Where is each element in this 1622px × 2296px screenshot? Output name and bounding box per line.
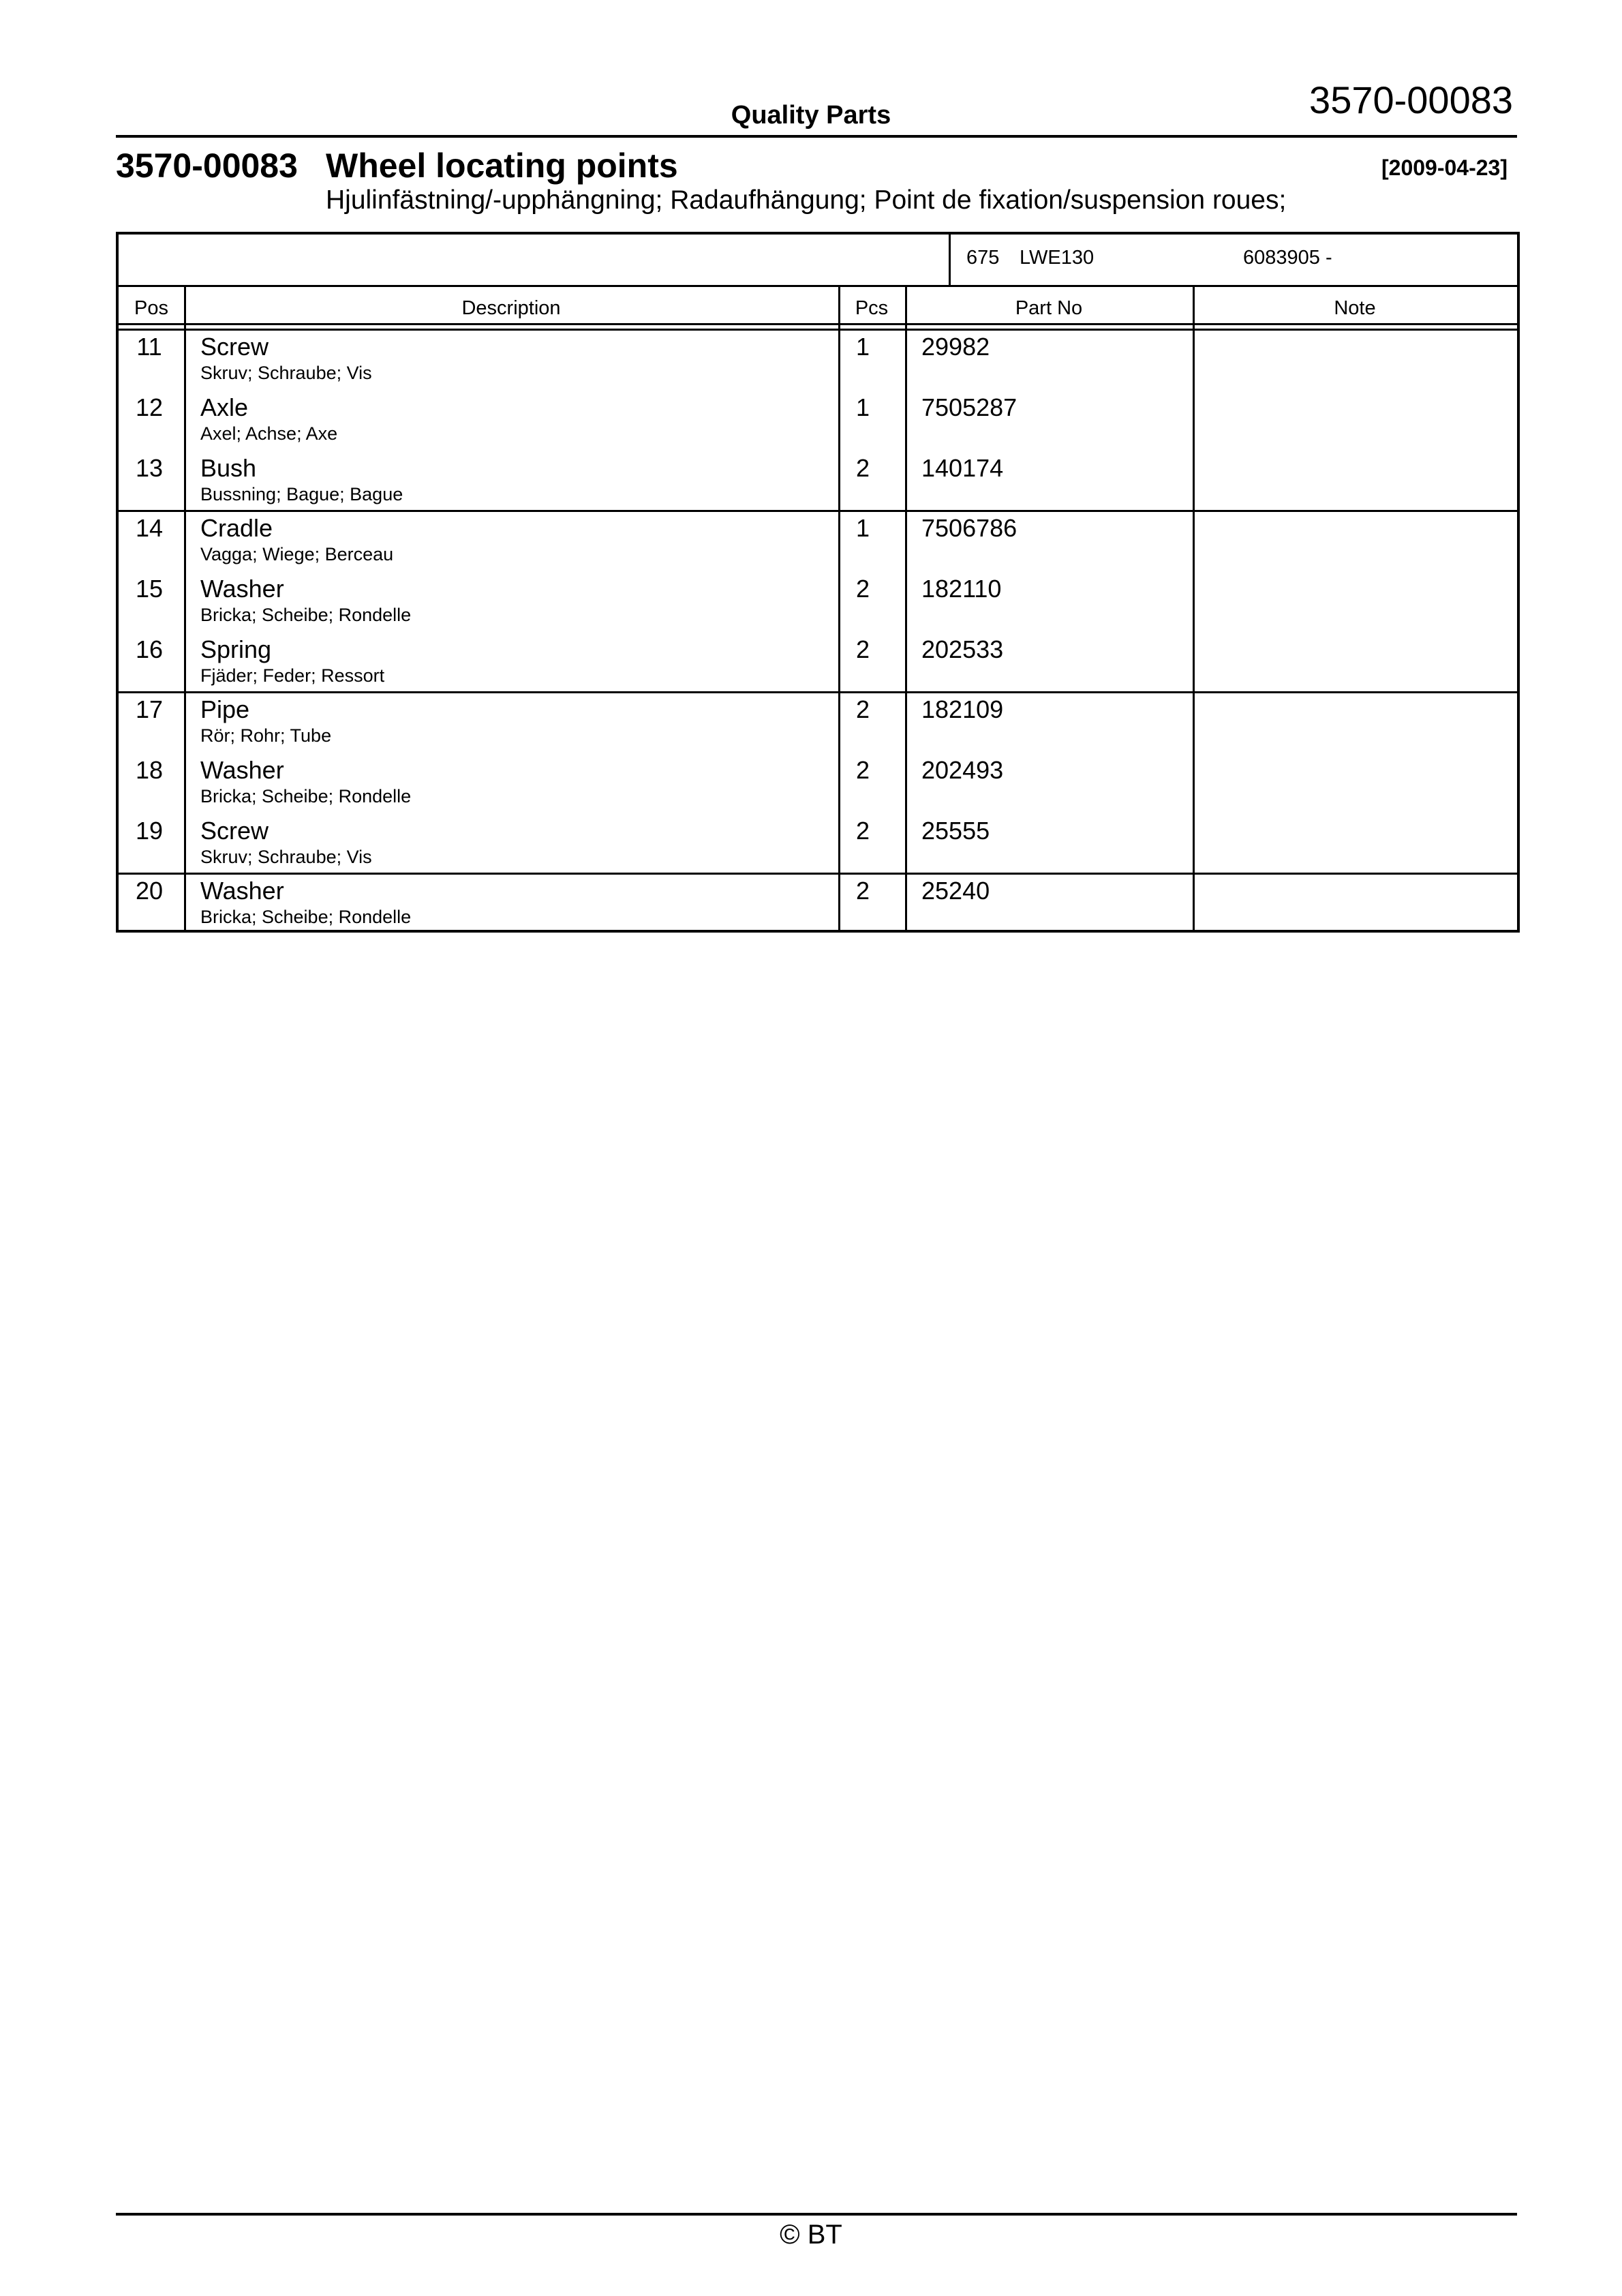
row-pos: 16 [135, 635, 164, 663]
row-part-no: 182109 [921, 695, 1004, 723]
row-pcs: 1 [856, 393, 870, 421]
column-line [1193, 285, 1195, 930]
row-pcs: 2 [856, 454, 870, 482]
row-pcs: 2 [856, 695, 870, 723]
row-part-no: 7506786 [921, 514, 1017, 542]
row-pcs: 2 [856, 756, 870, 784]
column-line [838, 285, 840, 930]
row-part-no: 202533 [921, 635, 1004, 663]
info-row-divider [119, 285, 1517, 287]
column-header-divider [119, 323, 1517, 325]
row-translation: Bricka; Scheibe; Rondelle [200, 605, 412, 625]
header-divider [116, 135, 1517, 138]
group-divider [119, 873, 1517, 875]
copyright: © BT [780, 2220, 842, 2250]
row-translation: Axel; Achse; Axe [200, 423, 338, 444]
section-title: Quality Parts [731, 101, 891, 130]
row-translation: Fjäder; Feder; Ressort [200, 665, 385, 686]
row-pcs: 2 [856, 817, 870, 845]
row-pos: 20 [135, 877, 164, 905]
row-part-no: 182110 [921, 575, 1002, 603]
row-pos: 11 [136, 333, 162, 361]
column-header-pcs: Pcs [855, 297, 889, 319]
row-pos: 13 [135, 454, 164, 482]
group-divider [119, 691, 1517, 693]
group-divider [119, 510, 1517, 512]
row-part-no: 25555 [921, 817, 990, 845]
document-number: 3570-00083 [1309, 78, 1513, 121]
row-name: Axle [200, 393, 249, 421]
info-divider [949, 235, 951, 285]
assembly-name: Wheel locating points [326, 147, 678, 185]
row-part-no: 140174 [921, 454, 1004, 482]
row-part-no: 29982 [921, 333, 990, 361]
parts-table [116, 232, 1520, 933]
row-pos: 18 [135, 756, 164, 784]
row-translation: Bricka; Scheibe; Rondelle [200, 907, 412, 927]
row-part-no: 25240 [921, 877, 990, 905]
column-header-divider-double [119, 329, 1517, 331]
row-translation: Rör; Rohr; Tube [200, 725, 332, 746]
row-name: Screw [200, 817, 269, 845]
column-header-description: Description [461, 297, 561, 319]
column-line [184, 285, 186, 930]
row-translation: Skruv; Schraube; Vis [200, 363, 372, 383]
row-name: Cradle [200, 514, 273, 542]
row-name: Pipe [200, 695, 250, 723]
row-name: Screw [200, 333, 269, 361]
row-pcs: 2 [856, 635, 870, 663]
row-pcs: 1 [856, 514, 870, 542]
assembly-date: [2009-04-23] [1381, 155, 1508, 180]
row-translation: Skruv; Schraube; Vis [200, 847, 372, 867]
row-part-no: 202493 [921, 756, 1004, 784]
column-line [905, 285, 907, 930]
info-serial: 6083905 - [1243, 247, 1332, 269]
row-pos: 17 [135, 695, 164, 723]
row-pos: 14 [135, 514, 164, 542]
assembly-translations: Hjulinfästning/-upphängning; Radaufhängung; Point de fixation/suspension roues; [326, 185, 1287, 215]
row-name: Bush [200, 454, 257, 482]
row-name: Washer [200, 877, 284, 905]
row-pcs: 2 [856, 877, 870, 905]
row-pos: 19 [135, 817, 164, 845]
row-pos: 12 [135, 393, 164, 421]
assembly-code: 3570-00083 [116, 147, 298, 185]
info-model: LWE130 [1020, 247, 1095, 269]
row-pcs: 2 [856, 575, 870, 603]
info-code: 675 [966, 247, 1000, 269]
column-header-part-no: Part No [1015, 297, 1083, 319]
row-translation: Bricka; Scheibe; Rondelle [200, 786, 412, 806]
row-name: Washer [200, 575, 284, 603]
row-pcs: 1 [856, 333, 870, 361]
row-name: Washer [200, 756, 284, 784]
row-translation: Bussning; Bague; Bague [200, 484, 403, 504]
column-header-note: Note [1334, 297, 1376, 319]
row-name: Spring [200, 635, 272, 663]
row-part-no: 7505287 [921, 393, 1017, 421]
footer-divider [116, 2213, 1517, 2216]
column-header-pos: Pos [134, 297, 168, 319]
row-pos: 15 [135, 575, 164, 603]
row-translation: Vagga; Wiege; Berceau [200, 544, 394, 564]
